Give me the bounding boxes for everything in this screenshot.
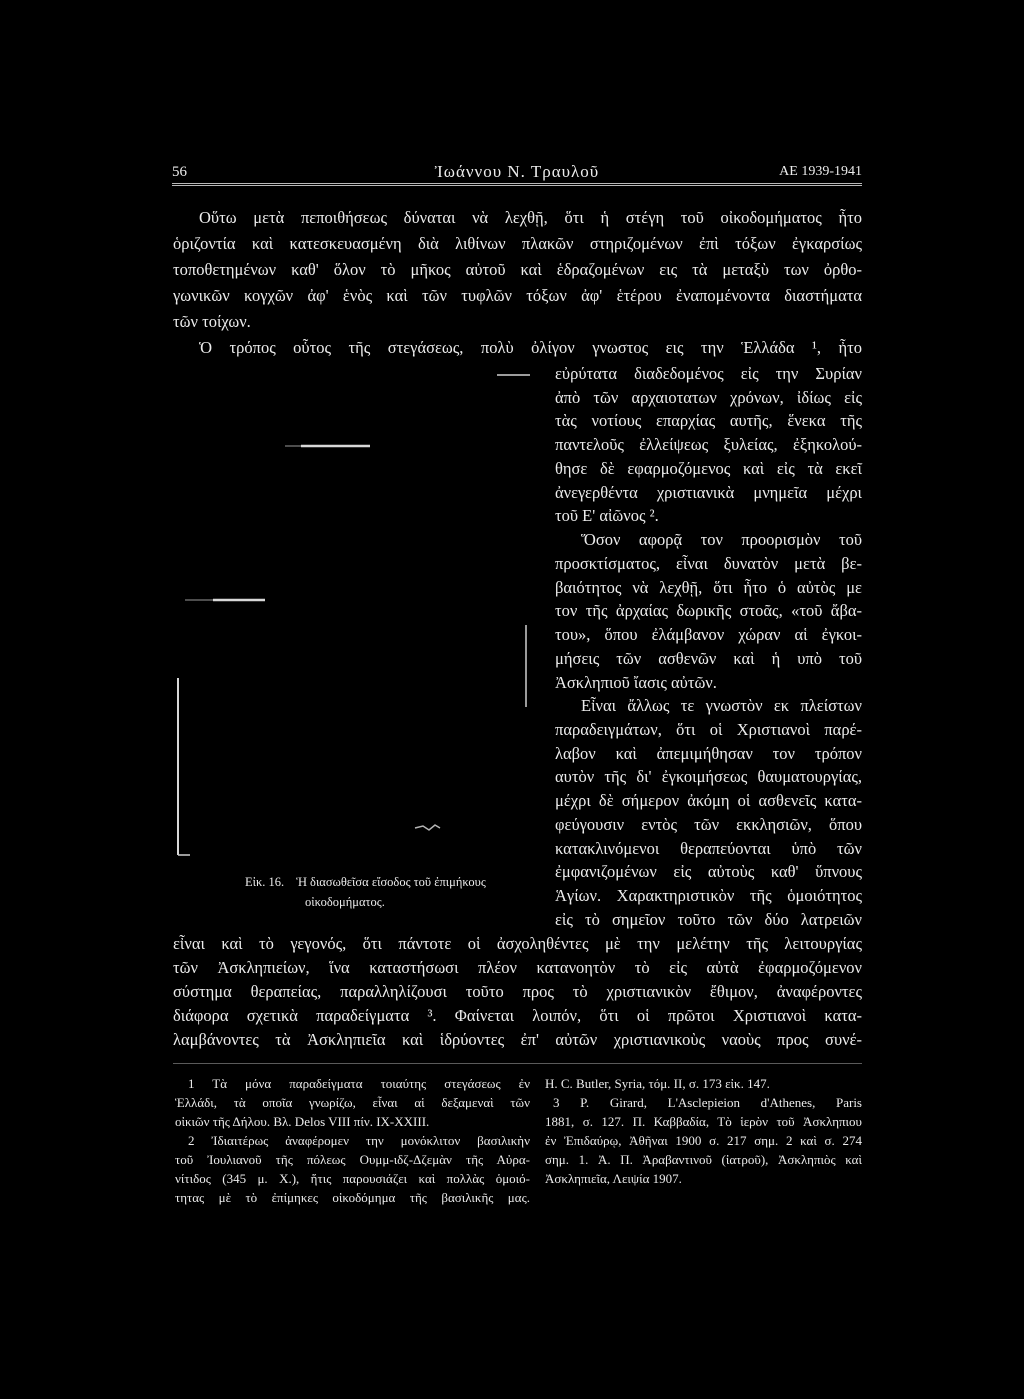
column-line: προσκτίσματος, εἶναι δυνατὸν μετὰ βε- [555, 553, 862, 573]
text-column-right [555, 362, 862, 932]
column-line: ἐμφανιζομένων εἰς αὐτοὺς καθ' ὕπνους [555, 862, 862, 882]
column-line: Ἁγίων. Χαρακτηριστικὸν τῆς ὁμοιότητος [555, 886, 862, 906]
footnote-line: 3 P. Girard, L'Asclepieion d'Athenes, Paris [553, 1095, 862, 1110]
figure-caption-continued: οἰκοδομήματος. [305, 895, 385, 909]
footnotes-left-column [175, 1074, 530, 1207]
paragraph-line: τῶν Ἀσκληπιείων, ἵνα καταστήσωσι πλέον κατανοητὸν τὸ εἰς αὐτὰ ἐφαρμοζόμενον [173, 958, 862, 977]
column-line: αυτὸν τῆς δι' ἐγκοιμήσεως θαυματουργίας, [555, 767, 862, 787]
paragraph-continuation [173, 932, 862, 1052]
column-line: κατακλινόμενοι θεραπεύονται ὑπὸ τῶν [555, 838, 862, 858]
paragraph-line: ὁριζοντία καὶ κατεσκευασμένη διὰ λιθίνων πλακῶν στηριζομένων ἐπὶ τόξων ἐγκαρσίως [173, 234, 862, 253]
paragraph-opening [173, 205, 862, 361]
footnote-line: τητας μὲ τὸ ἐπίμηκες οἰκοδόμημα τῆς βασιλικῆς μας. [175, 1190, 530, 1205]
paragraph-line: σύστημα θεραπείας, παραλληλίζουσι τοῦτο προς τὸ χριστιανικὸν ἔθιμον, ἀναφέροντες [173, 982, 862, 1001]
footnotes-right-column [545, 1074, 862, 1188]
column-line: μέχρι δὲ σήμερον ἀκόμη οἱ ασθενεῖς κατα- [555, 791, 862, 811]
footnote-line: ἐν Ἐπιδαύρῳ, Ἀθῆναι 1900 σ. 217 σημ. 2 καὶ σ. 274 [545, 1133, 862, 1148]
footnote-line: νίτιδος (345 μ. Χ.), ἥτις παρουσιάζει καὶ πολλὰς ὁμοιό- [175, 1171, 530, 1186]
column-line: Εἶναι ἄλλως τε γνωστὸν εκ πλείστων [581, 696, 862, 716]
figure-16-drawing [173, 360, 533, 870]
column-line: εἰς τὸ σημεῖον τοῦτο τῶν δύο λατρειῶν [555, 909, 862, 929]
footnote-line: 1 Τὰ μόνα παραδείγματα τοιαύτης στεγάσεως ἐν [188, 1076, 530, 1091]
column-line: τὰς νοτίους επαρχίας αυτῆς, ἕνεκα τῆς [555, 411, 862, 431]
author-name: Ἰωάννου Ν. Τραυλοῦ [434, 162, 600, 181]
paragraph-line: λαμβάνοντες τὰ Ἀσκληπιεῖα καὶ ἱδρύοντες ἐπ' αὐτῶν χριστιανικοὺς ναοὺς προς συνέ- [173, 1030, 862, 1049]
paragraph-line: τοποθετημένων καθ' ὅλον τὸ μῆκος αὐτοῦ καὶ ἑδραζομένων εις τὰ μεταξὺ των ὀρθο- [173, 260, 862, 279]
column-line: εὐρύτατα διαδεδομένος εἰς την Συρίαν [555, 364, 862, 383]
column-line: ἀπὸ τῶν αρχαιοτατων χρόνων, ἰδίως εἰς [555, 387, 862, 407]
column-line: λαβον καὶ ἀπεμιμήθησαν τον τρόπον [555, 743, 862, 763]
paragraph-line: διάφορα σχετικὰ παραδείγματα ³. Φαίνεται λοιπόν, ὅτι οἱ πρῶτοι Χριστιανοὶ κατα- [173, 1006, 862, 1025]
column-line: του», ὅπου ἐλάμβανον χώραν αἱ ἐγκοι- [555, 625, 862, 645]
footnote-line: 1881, σ. 127. Π. Καββαδία, Τὸ ἱερὸν τοῦ Ἀσκληπιου [545, 1114, 862, 1129]
footnote-line: τοῦ Ἰουλιανοῦ τῆς πόλεως Ουμμ-ιδζ-Δζεμὰν τῆς Αὐρα- [175, 1152, 530, 1167]
column-line: θησε δὲ εφαρμοζόμενος καὶ εἰς τὰ εκεῖ [555, 458, 862, 478]
running-header [172, 161, 862, 186]
paragraph-line: εἶναι καὶ τὸ γεγονός, ὅτι πάντοτε οἱ ἀσχοληθέντες μὲ την μελέτην τῆς λειτουργίας [173, 934, 862, 953]
paragraph-line: Ὁ τρόπος οὗτος τῆς στεγάσεως, πολὺ ὀλίγον γνωστος εις την Ἑλλάδα ¹, ἦτο [199, 338, 862, 357]
column-line: φεύγουσιν εντὸς τῶν εκκλησιῶν, ὅπου [555, 814, 862, 834]
footnote-line: σημ. 1. Ἀ. Π. Ἀραβαντινοῦ (ἰατροῦ), Ἀσκληπιὸς καὶ [545, 1152, 862, 1167]
column-line: τον τῆς ἀρχαίας δωρικῆς στοᾶς, «τοῦ ἄβα- [555, 601, 862, 621]
column-line: τοῦ Ε' αἰῶνος ². [555, 506, 659, 526]
column-line: βαιότητος νὰ λεχθῇ, ὅτι ἦτο ὁ αὐτὸς με [555, 577, 862, 597]
figure-caption [245, 873, 531, 891]
footnote-line: Ἑλλάδι, τὰ οποῖα γνωρίζω, εἶναι αἱ δεξαμεναὶ τῶν [175, 1095, 530, 1110]
paragraph-line: Οὕτω μετὰ πεποιθήσεως δύναται νὰ λεχθῇ, ὅτι ἡ στέγη τοῦ οἰκοδομήματος ἦτο [199, 208, 862, 227]
figure-label: Εἰκ. 16. [245, 875, 285, 889]
footnote-line: Ἀσκληπιεῖα, Λειψία 1907. [545, 1171, 682, 1186]
figure-caption-text: Ἡ διασωθεῖσα εἴσοδος τοῦ ἐπιμήκους [296, 875, 486, 889]
column-line: Ἀσκληπιοῦ ἴασις αὐτῶν. [555, 672, 717, 692]
footnote-line: 2 Ἰδιαιτέρως ἀναφέρομεν την μονόκλιτον βασιλικὴν [188, 1133, 530, 1148]
footnote-divider [173, 1063, 862, 1064]
page-number: 56 [172, 164, 187, 180]
footnote-line: H. C. Butler, Syria, τόμ. II, σ. 173 εἰκ. 147. [545, 1076, 770, 1091]
column-line: παντελοῦς ἐλλείψεως ξυλείας, ἐξηκολού- [555, 435, 862, 455]
figure-stroke [415, 825, 440, 830]
column-line: μήσεις τῶν ασθενῶν καὶ ἡ υπὸ τοῦ [555, 648, 862, 668]
column-line: ἀνεγερθέντα χριστιανικὰ μνημεῖα μέχρι [555, 482, 862, 502]
paragraph-line: τῶν τοίχων. [173, 312, 251, 331]
paragraph-line: γωνικῶν κογχῶν ἀφ' ἑνὸς καὶ τῶν τυφλῶν τόξων ἀφ' ἑτέρου ἐναπομένοντα διαστήματα [173, 286, 862, 305]
journal-volume: ΑΕ 1939-1941 [779, 164, 862, 179]
column-line: παραδειγμάτων, ὅτι οἱ Χριστιανοὶ παρέ- [555, 720, 862, 740]
column-line: Ὅσον αφορᾷ τον προορισμὸν τοῦ [581, 530, 862, 550]
footnote-line: οἰκιῶν τῆς Δήλου. Βλ. Delos VIII πίν. IX-XXIII. [175, 1114, 430, 1129]
